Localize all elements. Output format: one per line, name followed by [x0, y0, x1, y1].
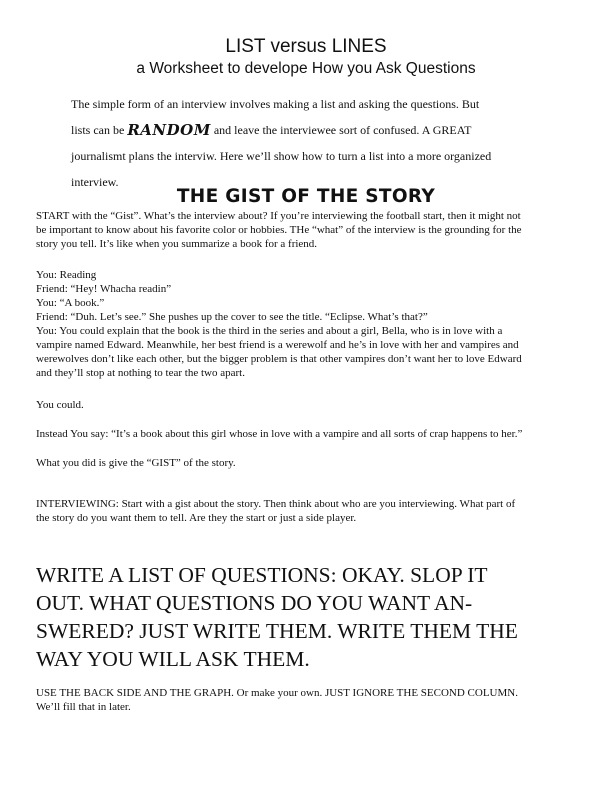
- dialogue-line: You: “A book.”: [36, 297, 105, 309]
- body-line: START with the “Gist”. What’s the interview about? If you’re interviewing the football start, then it might not: [36, 210, 521, 222]
- dialogue-line: Friend: “Hey! Whacha readin”: [36, 283, 172, 295]
- intro-text: and leave the interviewee sort of confused. A GREAT: [210, 123, 472, 137]
- page-title: LIST versus LINES: [225, 36, 387, 57]
- intro-line: interview.: [71, 175, 119, 189]
- dialogue-line: werewolves don’t like each other, but the bigger problem is that other vampires don’t want her to love Edward: [36, 353, 522, 365]
- footer-note: [36, 686, 581, 714]
- body-line: INTERVIEWING: Start with a gist about the story. Then think about who are you interviewing. What part of: [36, 498, 516, 510]
- intro-text: lists can be: [71, 123, 128, 137]
- body-line: USE THE BACK SIDE AND THE GRAPH. Or make your own. JUST IGNORE THE SECOND COLUMN.: [36, 687, 518, 699]
- dialogue-line: and they’ll stop at nothing to tear the two apart.: [36, 367, 245, 379]
- body-line: Instead You say: “It’s a book about this girl whose in love with a vampire and all sorts of crap happens to her.”: [36, 428, 523, 440]
- gist-summary-line: [36, 456, 581, 470]
- interviewing-paragraph: [36, 497, 581, 525]
- instruction-line: WRITE A LIST OF QUESTIONS: OKAY. SLOP IT: [36, 563, 488, 587]
- body-line: be important to know about his favorite color or hobbies. THe “what” of the interview is the grounding for the: [36, 224, 522, 236]
- question-instructions: [36, 561, 584, 673]
- body-line: What you did is give the “GIST” of the story.: [36, 457, 236, 469]
- body-line: We’ll fill that in later.: [36, 701, 131, 713]
- instruction-line: SWERED? JUST WRITE THEM. WRITE THEM THE: [36, 619, 518, 643]
- you-could-line: [36, 398, 581, 412]
- random-word: RANDOM: [127, 121, 211, 139]
- body-line: You could.: [36, 399, 84, 411]
- section-heading: THE GIST OF THE STORY: [176, 186, 436, 207]
- instead-line: [36, 427, 581, 441]
- intro-line: The simple form of an interview involves making a list and asking the questions. But: [71, 97, 480, 111]
- intro-line: journalismt plans the interviw. Here we’ll show how to turn a list into a more organized: [71, 149, 492, 163]
- body-line: the story do you want them to tell. Are they the start or just a side player.: [36, 512, 357, 524]
- instruction-line: OUT. WHAT QUESTIONS DO YOU WANT AN-: [36, 591, 473, 615]
- dialogue-block: [36, 268, 581, 380]
- instruction-line: WAY YOU WILL ASK THEM.: [36, 647, 310, 671]
- dialogue-line: Friend: “Duh. Let’s see.” She pushes up the cover to see the title. “Eclipse. What’s that?”: [36, 311, 428, 323]
- page-subtitle: a Worksheet to develope How you Ask Questions: [136, 60, 476, 77]
- dialogue-line: You: You could explain that the book is the third in the series and about a girl, Bella, who is in love with a: [36, 325, 503, 337]
- intro-paragraph: [71, 91, 546, 195]
- dialogue-line: You: Reading: [36, 269, 97, 281]
- body-line: story you tell. It’s like when you summarize a book for a friend.: [36, 238, 318, 250]
- gist-paragraph: [36, 209, 581, 251]
- dialogue-line: vampire named Edward. Meanwhile, her best friend is a werewolf and he’s in love with her and vampires and: [36, 339, 519, 351]
- intro-line: [71, 117, 546, 143]
